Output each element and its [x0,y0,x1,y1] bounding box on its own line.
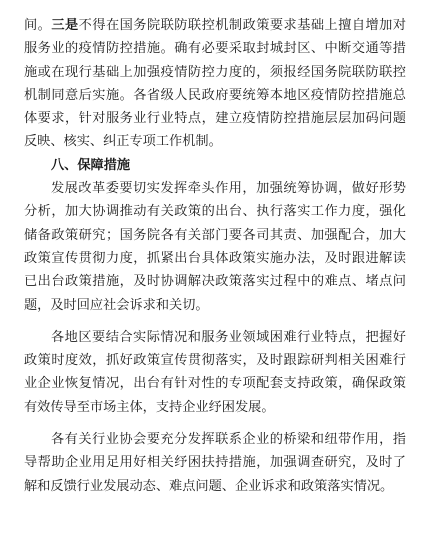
paragraph-gap [24,317,406,326]
text-span: 不得在国务院联防联控机制政策要求基础上擅自增加对 [78,18,407,33]
paragraph-gap [24,419,406,428]
paragraph-2 [24,177,406,317]
text-line: 政策时度效，抓好政策宣传贯彻落实，及时跟踪研判相关困难行 [24,353,406,369]
text-line: 反映、核实、纠正专项工作机制。 [24,134,222,150]
text-line: 有效传导至市场主体，支持企业纾困发展。 [24,399,275,415]
text-line: 导帮助企业用足用好相关纾困扶持措施，加强调查研究，及时了 [24,455,406,471]
text-line: 政策宣传贯彻力度，抓紧出台具体政策实施办法，及时跟进解读 [24,250,406,266]
text-line: 服务业的疫情防控措施。确有必要采取封城封区、中断交通等措 [24,41,406,57]
text-line: 已出台政策措施，及时协调解决政策落实过程中的难点、堵点问 [24,274,406,290]
text-line: 解和反馈行业发展动态、难点问题、企业诉求和政策落实情况。 [24,478,394,494]
text-line: 各地区要结合实际情况和服务业领域困难行业特点，把握好 [51,329,406,345]
text-line [24,14,406,37]
text-line: 分析，加大协调推动有关政策的出台、执行落实工作力度，强化 [24,204,406,220]
paragraph-3 [24,326,406,419]
text-line: 各有关行业协会要充分发挥联系企业的桥梁和纽带作用，指 [51,432,406,448]
emphasis-label: 三是 [51,18,79,33]
text-line: 业企业恢复情况，出台有针对性的专项配套支持政策，确保政策 [24,376,406,392]
text-line: 储备政策研究；国务院各有关部门要各司其责、加强配合，加大 [24,227,406,243]
text-line: 体要求，针对服务业行业特点，建立疫情防控措施层层加码问题 [24,111,406,127]
text-line: 题，及时回应社会诉求和关切。 [24,297,209,313]
text-line: 施或在现行基础上加强疫情防控力度的，须报经国务院联防联控 [24,64,406,80]
section-heading: 八、保障措施 [51,157,131,173]
text-span: 间。 [24,18,52,33]
text-line: 发展改革委要切实发挥牵头作用，加强统筹协调，做好形势 [51,181,406,197]
paragraph-1 [24,14,406,154]
paragraph-4 [24,428,406,498]
text-line: 机制同意后实施。各省级人民政府要统筹本地区疫情防控措施总 [24,87,406,103]
